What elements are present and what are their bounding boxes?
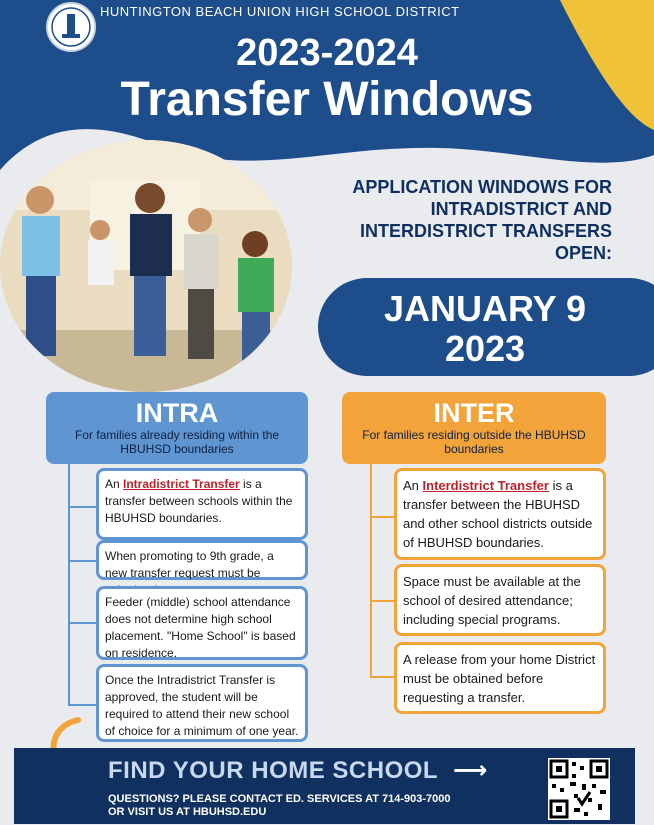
intra-item-1-prefix: An [105,477,124,491]
intra-header [46,392,308,464]
interdistrict-transfer-link[interactable]: Interdistrict Transfer [422,478,549,493]
application-line-3: INTERDISTRICT TRANSFERS [360,221,612,241]
inter-header [342,392,606,464]
district-name: HUNTINGTON BEACH UNION HIGH SCHOOL DISTRICT [100,4,460,19]
inter-item-3: A release from your home District must be obtained before requesting a transfer. [394,642,606,714]
open-date: JANUARY 9 [383,288,587,329]
application-line-1: APPLICATION WINDOWS FOR [352,177,612,197]
intra-item-1-suffix: is a transfer between schools within the HBUHSD boundaries. [105,477,293,525]
contact-website-text[interactable]: OR VISIT US AT HBUHSD.EDU [108,806,267,818]
open-year: 2023 [444,328,526,369]
contact-phone-text: QUESTIONS? PLEASE CONTACT ED. SERVICES AT 714-903-7000 [108,793,451,805]
intra-item-1 [96,468,308,540]
find-home-school-link[interactable] [108,756,488,785]
find-home-school-label: FIND YOUR HOME SCHOOL [108,757,438,784]
intra-item-2: When promoting to 9th grade, a new transfer request must be [96,540,308,580]
inter-subheading: For families residing outside the HBUHSD boundaries [362,428,586,456]
inter-heading: INTER [433,398,515,428]
application-line-4: OPEN: [554,243,612,263]
intra-connector [68,560,96,562]
inter-connector [370,600,394,602]
intra-connector [68,506,96,508]
page-title: Transfer Windows [120,73,534,126]
contact-info [108,793,528,819]
inter-item-1-suffix: is a transfer between the HBUHSD and other school districts outside of HBUHSD boundaries. [403,478,593,550]
intradistrict-transfer-link[interactable]: Intradistrict Transfer [123,477,240,491]
inter-item-2: Space must be available at the school of desired attendance; including special programs. [394,564,606,636]
intra-connector [68,622,96,624]
application-line-2: INTRADISTRICT AND [430,199,612,219]
inter-item-1 [394,468,606,560]
intra-subheading: For families already residing within the HBUHSD boundaries [74,428,280,456]
inter-connector-line [370,464,372,676]
intra-item-3: Feeder (middle) school attendance does not determine high school placement. "Home School" is based on residence. [96,586,308,660]
qr-code-icon[interactable] [548,758,610,820]
intra-connector-line [68,464,70,706]
school-years: 2023-2024 [236,32,418,74]
intra-connector [68,704,96,706]
inter-connector [370,676,394,678]
inter-item-1-prefix: An [403,478,423,493]
students-photo [0,140,292,392]
intra-item-4: Once the Intradistrict Transfer is approved, the student will be required to attend their new school of choice for a minimum of one year. [96,664,308,742]
intra-heading: INTRA [135,398,219,428]
right-arrow-icon: ⟶ [452,757,488,784]
inter-connector [370,516,394,518]
application-windows-heading [292,176,612,264]
